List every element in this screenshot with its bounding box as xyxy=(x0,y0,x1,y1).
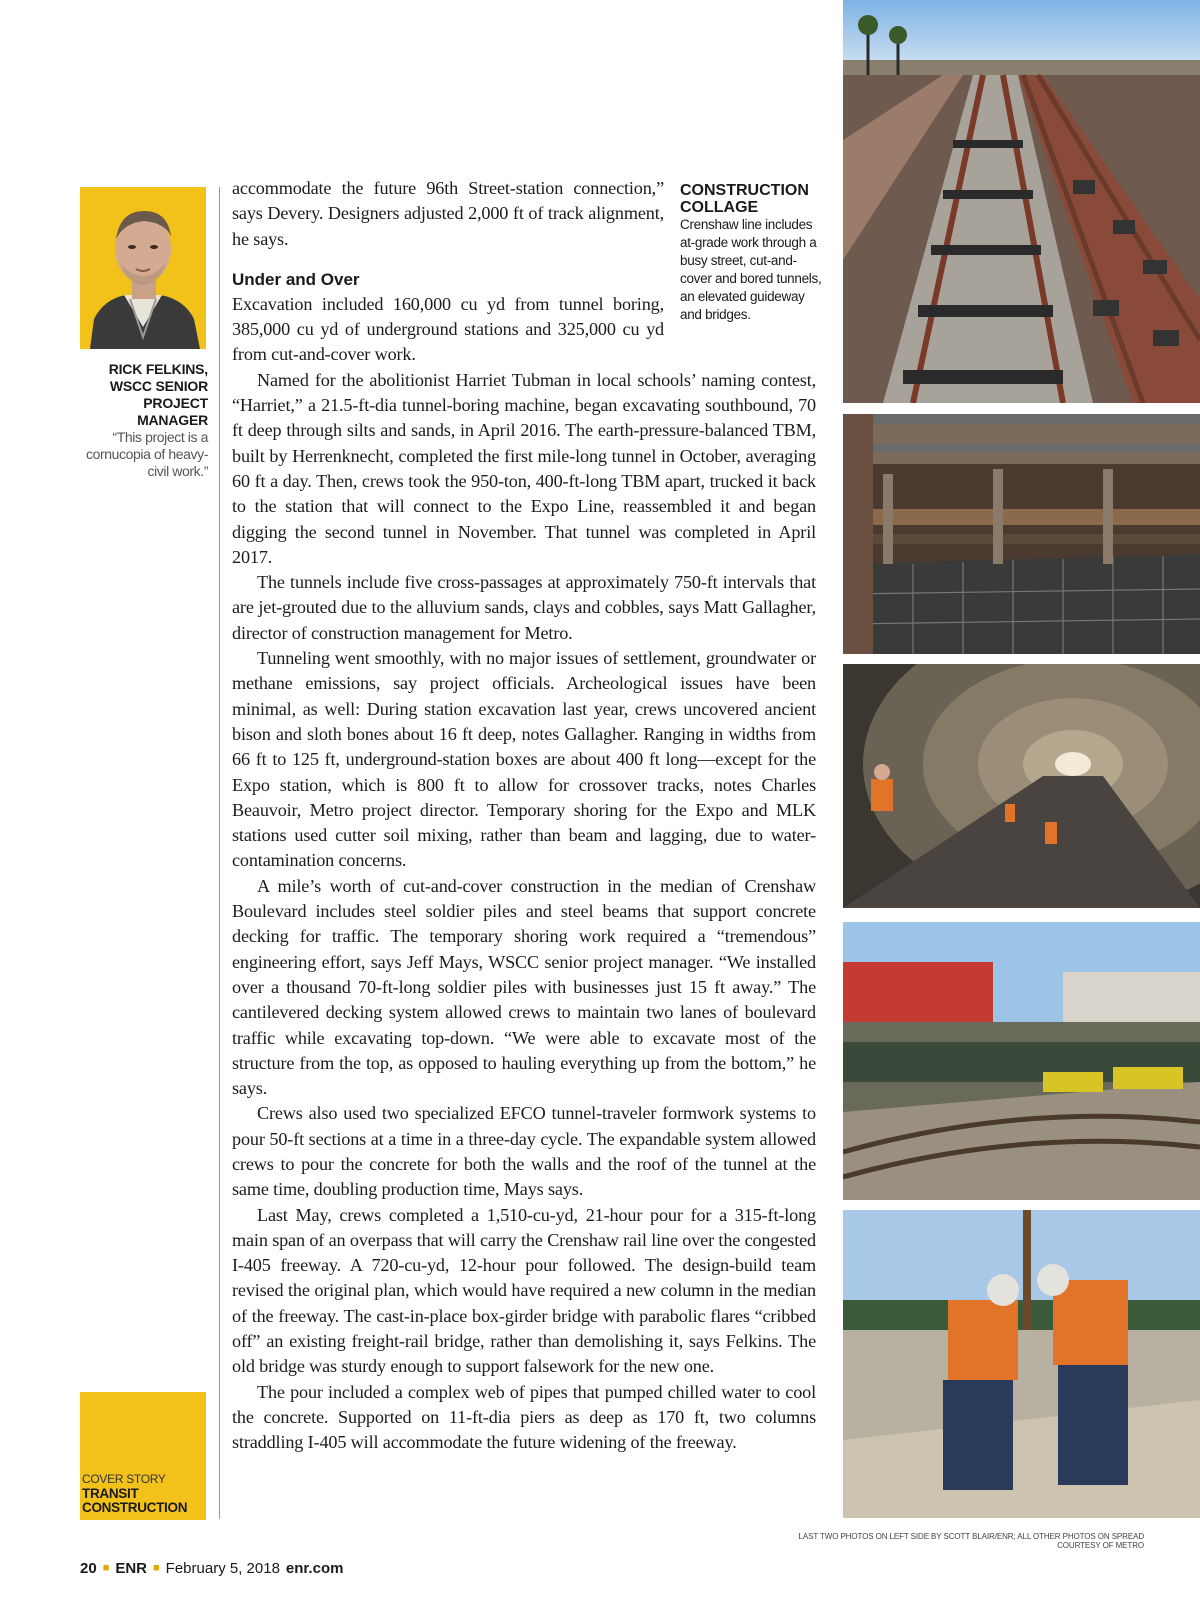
photo-workers-guideway xyxy=(843,1210,1200,1518)
section-tag-box xyxy=(80,1392,206,1520)
article-paragraph: Tunneling went smoothly, with no major issues of settlement, groundwater or methane emissions, say project officials. Archeological issues have been minimal, as well: During station excavation last year, crews uncovered ancient bison and sloth bones about 16 ft deep, notes Gallagher. Ranging in widths from 66 ft to 125 ft, underground-station boxes are about 400 ft long—except for the Expo station, which is 800 ft to allow for crossover tracks, notes Charles Beauvoir, Metro project director. Temporary shoring for the Expo and MLK stations used cutter soil mixing, rather than beam and lagging, due to water-contamination concerns. xyxy=(232,648,816,871)
page-number: 20 xyxy=(80,1560,97,1577)
page-footer xyxy=(80,1560,343,1577)
separator-square-icon: ■ xyxy=(153,1562,160,1574)
magazine-name: ENR xyxy=(115,1560,148,1577)
section-topic xyxy=(82,1487,187,1515)
section-kicker: COVER STORY xyxy=(82,1472,166,1486)
photo-station-excavation xyxy=(843,414,1200,654)
portrait-photo xyxy=(80,187,206,349)
collage-caption xyxy=(680,182,828,324)
photo-bored-tunnel xyxy=(843,664,1200,908)
section-heading: Under and Over xyxy=(232,269,360,289)
person-title-line: WSCC SENIOR xyxy=(109,378,208,394)
photo-credit: LAST TWO PHOTOS ON LEFT SIDE BY SCOTT BLAIR/ENR; ALL OTHER PHOTOS ON SPREAD COURTESY OF METRO xyxy=(798,1532,1144,1550)
article-body xyxy=(232,176,816,1456)
pull-quote-line: civil work.” xyxy=(147,463,208,479)
person-name: RICK FELKINS, xyxy=(108,361,208,377)
article-paragraph: Named for the abolitionist Harriet Tubman in local schools’ naming contest, “Harriet,” a 21.5-ft-dia tunnel-boring machine, began excavating southbound, 70 ft deep through silts and sands, in April 2016. The earth-pressure-balanced TBM, built by Herrenknecht, completed the first mile-long tunnel in October, averaging 60 ft a day. Then, crews took the 950-ton, 400-ft-long TBM apart, trucked it back to the station that will connect to the Expo Line, reassembled it and began digging the second tunnel in November. That tunnel was completed in April 2017. xyxy=(232,369,816,567)
article-paragraph: The pour included a complex web of pipes that pumped chilled water to cool the concrete. Supported on 11-ft-dia piers as deep as 170 ft, two columns straddling I-405 will accommodate the future widening of the freeway. xyxy=(232,1381,816,1453)
portrait-caption xyxy=(60,361,208,480)
article-paragraph: accommodate the future 96th Street-station connection,” says Devery. Designers adjusted 2,000 ft of track alignment, he says. xyxy=(232,178,664,249)
article-paragraph: The tunnels include five cross-passages at approximately 750-ft intervals that are jet-grouted due to the alluvium sands, clays and cobbles, says Matt Gallagher, director of construction management for Metro. xyxy=(232,572,816,643)
collage-caption-text: Crenshaw line includes at-grade work through a busy street, cut-and-cover and bored tunnels, an elevated guideway and bridges. xyxy=(680,217,822,322)
section-topic-line: CONSTRUCTION xyxy=(82,1500,188,1515)
column-divider xyxy=(219,187,220,1519)
photo-track-construction xyxy=(843,0,1200,403)
person-title-line: MANAGER xyxy=(137,412,208,428)
article-paragraph: Last May, crews completed a 1,510-cu-yd, 21-hour pour for a 315-ft-long main span of an overpass that will carry the Crenshaw rail line over the congested I-405 freeway. A 720-cu-yd, 12-hour pour followed. The design-build team revised the original plan, which would have required a new column in the median of the freeway. The cast-in-place box-girder bridge with parabolic flares “cribbed off” an existing freight-rail bridge, rather than demolishing it, says Felkins. The old bridge was sturdy enough to support falsework for the new one. xyxy=(232,1204,816,1377)
collage-caption-title: CONSTRUCTION COLLAGE xyxy=(680,182,809,216)
photo-street-trackwork xyxy=(843,922,1200,1200)
website: enr.com xyxy=(285,1560,344,1577)
section-topic-line: TRANSIT xyxy=(82,1486,139,1501)
person-title-line: PROJECT xyxy=(143,395,208,411)
article-paragraph: A mile’s worth of cut-and-cover construction in the median of Crenshaw Boulevard includes steel soldier piles and steel beams that support concrete decking for traffic. The temporary shoring work required a “tremendous” engineering effort, says Jeff Mays, WSCC senior project manager. “We installed over a thousand 70-ft-long soldier piles with businesses just 15 ft away.” The cantilevered decking system allowed crews to maintain two lanes of boulevard traffic while excavating top-down. “We were able to excavate most of the structure from the top, as opposed to hauling everything up from the bottom,” he says. xyxy=(232,875,816,1099)
article-paragraph: Crews also used two specialized EFCO tunnel-traveler formwork systems to pour 50-ft sections at a time in a three-day cycle. The expandable system allowed crews to pour the concrete for both the walls and the roof of the tunnel at the same time, doubling production time, Mays says. xyxy=(232,1103,816,1200)
separator-square-icon: ■ xyxy=(102,1562,110,1574)
pull-quote-line: cornucopia of heavy- xyxy=(86,446,208,462)
pull-quote-line: “This project is a xyxy=(112,429,208,445)
article-paragraph: Excavation included 160,000 cu yd from tunnel boring, 385,000 cu yd of underground stations and 325,000 cu yd from cut-and-cover work. xyxy=(232,293,664,365)
issue-date: February 5, 2018 xyxy=(165,1560,280,1577)
